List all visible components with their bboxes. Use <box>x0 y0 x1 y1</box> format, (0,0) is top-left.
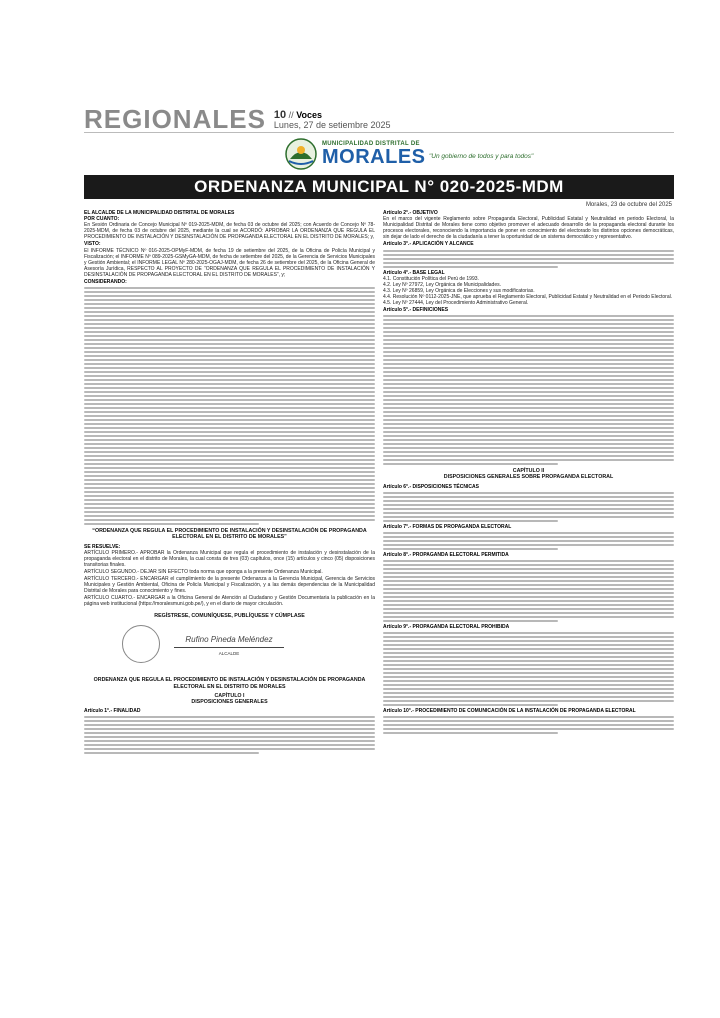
signatory-name: Rufino Pineda Meléndez <box>185 635 273 645</box>
logo-name: MORALES <box>322 146 426 168</box>
considerando-text-block <box>84 287 375 525</box>
article-first: ARTÍCULO PRIMERO.- APROBAR la Ordenanza Municipal que regula el procedimiento de instalación y desinstalación de la propaganda electoral en el distrito de Morales, la cual consta de tres (03) capítulos, once (15) artículos y cinco (05) disposiciones transitorias finales. <box>84 549 375 568</box>
body-columns <box>84 210 674 990</box>
article-8-text-block <box>383 560 674 622</box>
signature-block <box>84 625 375 673</box>
article-3-text-block <box>383 250 674 268</box>
article-4-heading: Artículo 4°.- BASE LEGAL <box>383 269 445 276</box>
chapter-2-heading <box>383 468 674 480</box>
por-cuanto-text: En Sesión Ordinaria de Concejo Municipal Nº 019-2025-MDM, de fecha 03 de octubre del 2025; con Acuerdo de Concejo Nº 78-2025-MDM, de fecha 03 de octubre del 2025, mediante la cual se ACORDÓ: APROBAR LA ORDENANZA QUE REGULA EL PROCEDIMIENTO DE INSTALACIÓN Y DESINSTALACIÓN DE PROPAGANDA ELECTORAL EN EL DISTRITO DE MORALES; y, <box>84 222 375 241</box>
article-1-text-block <box>84 716 375 754</box>
ordinance-body-title: ORDENANZA QUE REGULA EL PROCEDIMIENTO DE INSTALACIÓN Y DESINSTALACIÓN DE PROPAGANDA ELECTORAL EN EL DISTRITO DE MORALES <box>93 677 366 690</box>
publication-date: Lunes, 27 de setiembre 2025 <box>273 120 391 130</box>
municipality-logo <box>284 137 426 171</box>
chapter-1-number: CAPÍTULO I <box>214 692 245 699</box>
chapter-1-name: DISPOSICIONES GENERALES <box>191 699 268 706</box>
legal-basis-3: 4.3. Ley Nº 26859, Ley Orgánica de Elecciones y sus modificatorias. <box>383 287 535 294</box>
chapter-2-name: DISPOSICIONES GENERALES SOBRE PROPAGANDA ELECTORAL <box>443 474 614 481</box>
ordinance-title: ORDENANZA MUNICIPAL N° 020-2025-MDM <box>84 175 674 199</box>
article-2-text: En el marco del vigente Reglamento sobre Propaganda Electoral, Publicidad Estatal y Neutralidad en periodo Electoral, la Municipalidad Distrital de Morales tiene como objetivo promover el adecuado desarrollo de la propaganda electoral durante los procesos electorales, reconociendo la importancia de poner en conocimiento del electorado los distintos opciones democráticas, sin dejar de lado el derecho de la ciudadanía a tener la oportunidad de un sistema democrático y representativo. <box>383 216 674 241</box>
considerando-heading: CONSIDERANDO: <box>84 279 127 286</box>
article-2-heading: Artículo 2°.- OBJETIVO <box>383 210 438 216</box>
article-7-text-block <box>383 532 674 550</box>
closing-formula: REGÍSTRESE, COMUNÍQUESE, PUBLÍQUESE Y CÚMPLASE <box>154 613 305 620</box>
article-7-heading: Artículo 7°.- FORMAS DE PROPAGANDA ELECTORAL <box>383 523 512 530</box>
article-second: ARTÍCULO SEGUNDO.- DEJAR SIN EFECTO toda norma que oponga a la presente Ordenanza Municipal. <box>84 568 323 575</box>
legal-basis-5: 4.5. Ley Nº 27444, Ley del Procedimiento Administrativo General. <box>383 300 529 307</box>
article-third: ARTÍCULO TERCERO.- ENCARGAR el cumplimiento de la presente Ordenanza a la Gerencia Municipal, Gerencia de Servicios Municipales y Gestión Ambiental, Oficina de Policía Municipal y Fiscalización, y a las demás dependencias de la Municipalidad Distrital de Morales para conocimiento y fines. <box>84 576 375 595</box>
legal-basis-4: 4.4. Resolución Nº 0112-2025-JNE, que aprueba el Reglamento Electoral, Publicidad Estatal y Neutralidad en el Periodo Electoral. <box>383 293 673 300</box>
logo-small-text: MUNICIPALIDAD DISTRITAL DE <box>322 141 420 147</box>
legal-basis-2: 4.2. Ley Nº 27972, Ley Orgánica de Municipalidades. <box>383 281 502 288</box>
visto-heading: VISTO: <box>84 241 101 248</box>
page-header <box>84 96 674 133</box>
signatory-role: ALCALDE <box>218 651 240 657</box>
article-fourth: ARTÍCULO CUARTO.- ENCARGAR a la Oficina General de Atención al Ciudadano y Gestión Documentaria la publicación en la página web institucional (https://moralesmuni.gob.pe/), y en el diario de mayor circulación. <box>84 595 375 608</box>
page-number: 10 <box>273 109 287 121</box>
article-6-text-block <box>383 492 674 522</box>
page-info <box>274 110 391 132</box>
signature-line <box>174 647 284 648</box>
logo-row <box>84 135 674 175</box>
se-resuelve-heading: SE RESUELVE: <box>84 543 121 550</box>
right-column <box>383 210 674 990</box>
article-1-heading: Artículo 1°.- FINALIDAD <box>84 708 141 715</box>
article-6-heading: Artículo 6°.- DISPOSICIONES TÉCNICAS <box>383 483 479 490</box>
chapter-2-number: CAPÍTULO II <box>512 468 545 475</box>
section-title: REGIONALES <box>84 104 266 134</box>
article-10-text-block <box>383 716 674 734</box>
article-5-heading: Artículo 5°.- DEFINICIONES <box>383 307 449 314</box>
place-date: Morales, 23 de octubre del 2025 <box>585 202 672 208</box>
quoted-ordinance-title: “ORDENANZA QUE REGULA EL PROCEDIMIENTO DE INSTALACIÓN Y DESINSTALACIÓN DE PROPAGANDA ELECTORAL EN EL DISTRITO DE MORALES” <box>92 528 367 541</box>
visto-text: El INFORME TÉCNICO Nº 016-2025-OPMyF-MDM, de fecha 19 de setiembre del 2025, de la Oficina de Policía Municipal y Fiscalización; el INFORME Nº 089-2025-GSMyGA-MDM, de fecha de setiembre del 2025, de la Gerencia de Servicios Municipales y Gestión Ambiental; el INFORME LEGAL Nº 280-2025-OGAJ-MDM, de fecha 26 de setiembre del 2025, de la Oficina General de Asesoría Jurídica, RESPECTO AL PROYECTO DE “ORDENANZA QUE REGULA EL PROCEDIMIENTO DE INSTALACIÓN Y DESINSTALACIÓN DE PROPAGANDA ELECTORAL EN EL DISTRITO DE MORALES”, y; <box>84 247 375 278</box>
page-separator: // <box>286 110 297 120</box>
chapter-1-heading <box>84 693 375 705</box>
slogan: "Un gobierno de todos y para todos" <box>429 153 534 160</box>
legal-basis-1: 4.1. Constitución Política del Perú de 1993. <box>383 275 479 282</box>
outlet-name: Voces <box>296 110 323 120</box>
article-8-heading: Artículo 8°.- PROPAGANDA ELECTORAL PERMITIDA <box>383 551 509 558</box>
municipality-emblem-icon <box>284 137 318 171</box>
article-10-heading: Artículo 10°.- PROCEDIMIENTO DE COMUNICACIÓN DE LA INSTALACIÓN DE PROPAGANDA ELECTORAL <box>383 708 636 714</box>
por-cuanto-heading: POR CUANTO: <box>84 216 120 223</box>
left-column <box>84 210 375 990</box>
article-9-heading: Artículo 9°.- PROPAGANDA ELECTORAL PROHIBIDA <box>383 623 510 630</box>
article-3-heading: Artículo 3°.- APLICACIÓN Y ALCANCE <box>383 241 474 248</box>
article-9-text-block <box>383 632 674 706</box>
official-seal-icon <box>122 625 160 663</box>
article-5-text-block <box>383 315 674 465</box>
newspaper-page <box>84 96 674 956</box>
intro-line: EL ALCALDE DE LA MUNICIPALIDAD DISTRITAL DE MORALES <box>84 210 235 216</box>
